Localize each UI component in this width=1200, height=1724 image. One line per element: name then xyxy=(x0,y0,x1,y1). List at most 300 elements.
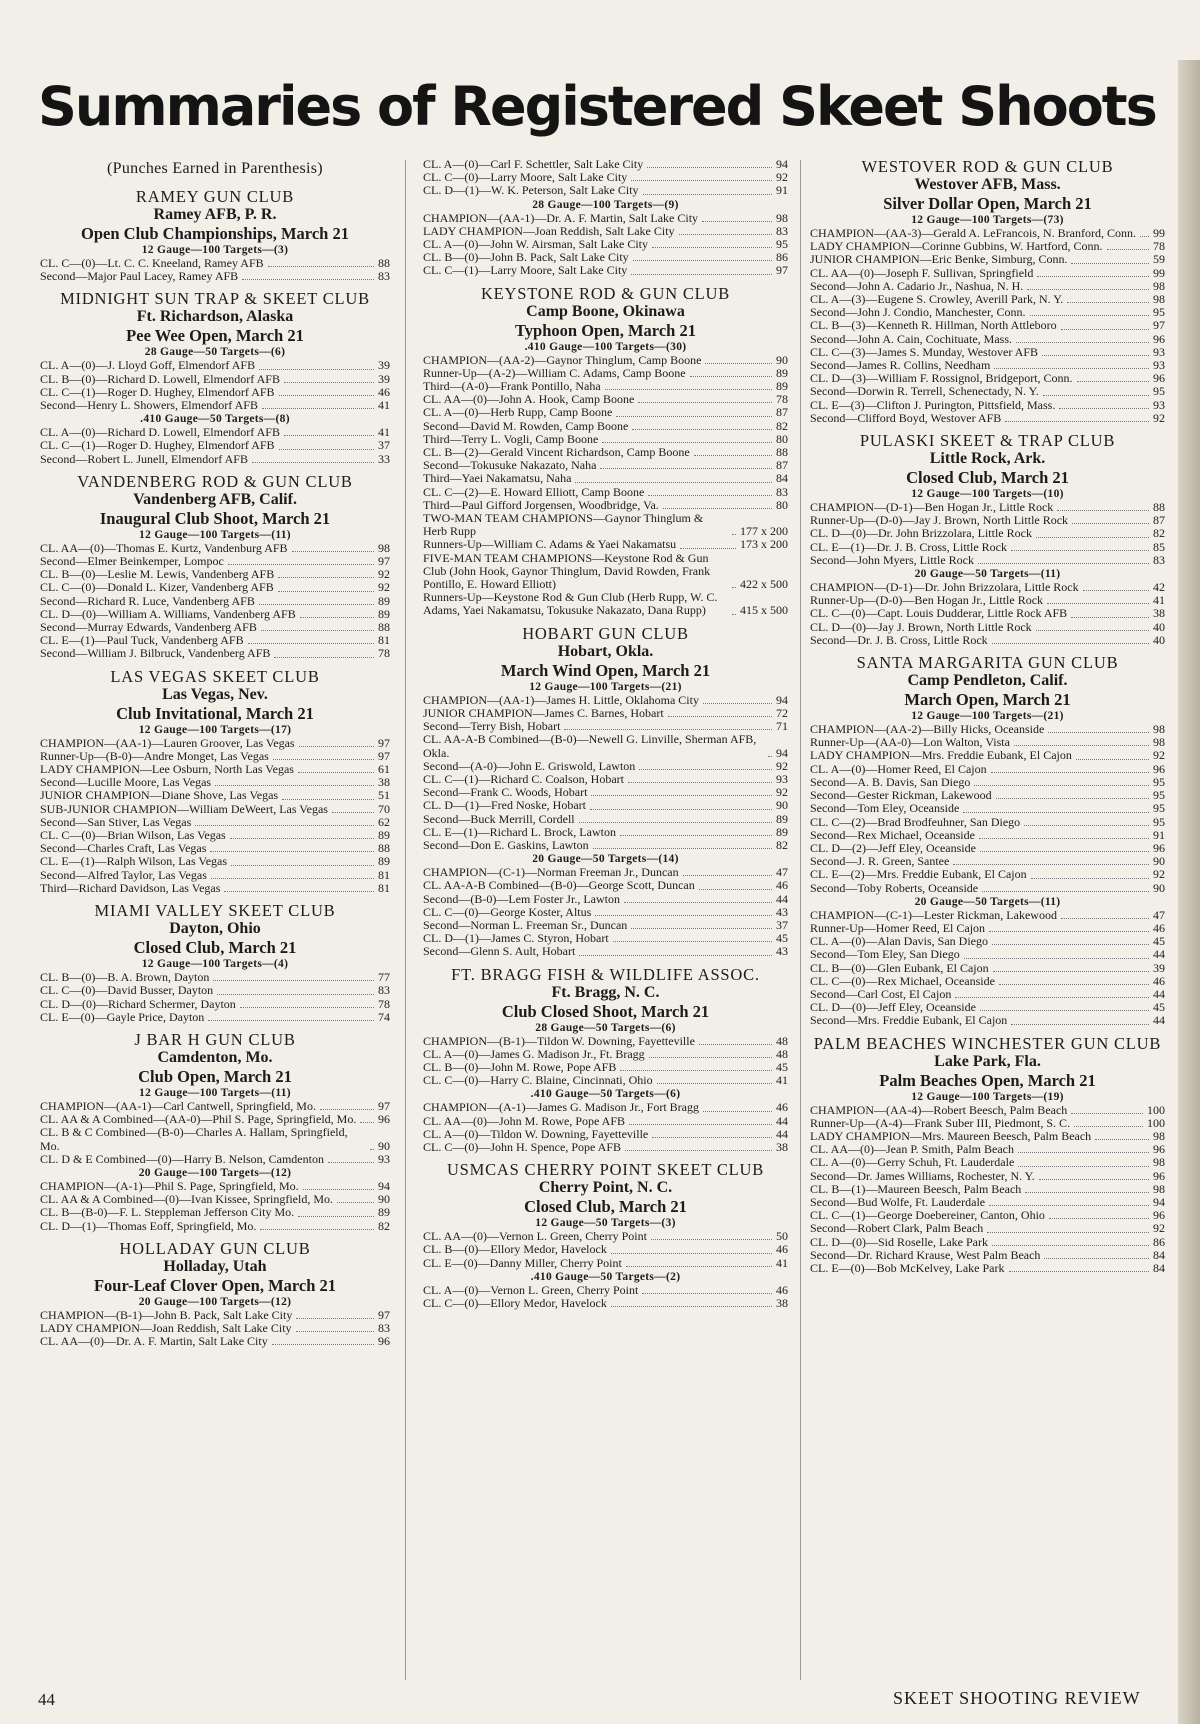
result-entry: CL. C—(0)—Ellory Medor, Havelock xyxy=(423,1295,607,1310)
result-row xyxy=(423,893,788,906)
result-score: 92 xyxy=(1153,1221,1165,1236)
result-row xyxy=(810,962,1165,975)
result-row xyxy=(810,1249,1165,1262)
result-score: 100 xyxy=(1147,1115,1165,1130)
result-score: 97 xyxy=(378,735,390,750)
gauge-heading: 28 Gauge—50 Targets—(6) xyxy=(144,346,286,359)
result-score: 87 xyxy=(776,405,788,420)
dot-leader xyxy=(328,1162,374,1163)
dot-leader xyxy=(1072,523,1149,524)
result-score: 89 xyxy=(378,593,390,608)
dot-leader xyxy=(268,266,374,267)
result-score: 51 xyxy=(378,788,390,803)
result-score: 92 xyxy=(776,785,788,800)
result-entry: Second—Charles Craft, Las Vegas xyxy=(40,841,207,856)
dot-leader xyxy=(240,1007,374,1008)
result-score: 83 xyxy=(378,269,390,284)
result-row xyxy=(40,439,390,452)
result-score: 96 xyxy=(1153,1208,1165,1223)
result-score: 98 xyxy=(1153,1128,1165,1143)
result-score: 87 xyxy=(1153,513,1165,528)
result-score: 84 xyxy=(1153,1260,1165,1275)
result-score: 88 xyxy=(776,445,788,460)
result-score: 80 xyxy=(776,431,788,446)
dot-leader xyxy=(259,604,374,605)
result-row xyxy=(810,385,1165,398)
dot-leader xyxy=(337,1202,374,1203)
dot-leader xyxy=(732,587,736,588)
result-entry: Second—Robert Clark, Palm Beach xyxy=(810,1221,984,1236)
gauge-heading: 12 Gauge—100 Targets—(73) xyxy=(911,214,1064,226)
event-title: Club Closed Shoot, March 21 xyxy=(501,1001,710,1021)
result-score: 98 xyxy=(1153,735,1165,750)
result-score: 61 xyxy=(378,762,390,777)
result-score: 44 xyxy=(1153,947,1165,962)
dot-leader xyxy=(208,1020,374,1021)
result-entry: CHAMPION—(D-1)—Dr. John Brizzolara, Little Rock xyxy=(810,580,1079,595)
dot-leader xyxy=(955,997,1149,998)
result-entry: CL. C—(0)—George Koster, Altus xyxy=(423,904,592,919)
result-entry: CHAMPION—(AA-2)—Gaynor Thinglum, Camp Boone xyxy=(423,352,702,367)
result-entry: CL. C—(0)—Lt. C. C. Kneeland, Ramey AFB xyxy=(40,256,264,270)
club-section xyxy=(40,473,390,661)
gauge-heading: 20 Gauge—50 Targets—(14) xyxy=(532,853,679,866)
result-score: 89 xyxy=(776,811,788,826)
result-score: 38 xyxy=(776,1295,788,1310)
result-row xyxy=(423,420,788,433)
result-row xyxy=(423,512,788,538)
dot-leader xyxy=(652,1137,772,1138)
result-entry: LADY CHAMPION—Mrs. Maureen Beesch, Palm Beach xyxy=(810,1128,1092,1143)
dot-leader xyxy=(699,1044,772,1045)
result-entry: CL. AA-A-B Combined—(B-0)—Newell G. Linville, Sherman AFB, Okla. xyxy=(423,732,757,760)
result-score: 98 xyxy=(1153,1155,1165,1170)
event-title: Closed Club, March 21 xyxy=(133,938,297,958)
result-score: 93 xyxy=(776,771,788,786)
dot-leader xyxy=(690,376,772,377)
result-score: 93 xyxy=(378,1151,390,1166)
result-entry: Runner-Up—(AA-0)—Lon Walton, Vista xyxy=(810,735,1010,750)
gauge-heading: 12 Gauge—100 Targets—(17) xyxy=(138,723,292,736)
club-section xyxy=(40,902,390,1024)
club-section xyxy=(810,654,1165,1027)
result-entry: Second—J. R. Green, Santee xyxy=(810,854,950,869)
dot-leader xyxy=(649,1057,772,1058)
result-entry: CL. C—(0)—Donald L. Kizer, Vandenberg AFB xyxy=(40,580,274,595)
result-score: 45 xyxy=(776,1059,788,1074)
dot-leader xyxy=(279,395,374,396)
result-score: 94 xyxy=(1153,1194,1165,1209)
result-row xyxy=(423,1297,788,1310)
result-row xyxy=(40,270,390,283)
dot-leader xyxy=(1044,1258,1149,1259)
result-score: 86 xyxy=(776,250,788,265)
result-score: 72 xyxy=(776,705,788,720)
club-location: Camdenton, Mo. xyxy=(157,1048,273,1066)
result-entry: CHAMPION—(A-1)—Phil S. Page, Springfield, Mo. xyxy=(40,1178,299,1193)
result-score: 86 xyxy=(1153,1234,1165,1249)
result-entry: Second—Richard R. Luce, Vandenberg AFB xyxy=(40,593,255,608)
result-entry: CL. A—(0)—John W. Airsman, Salt Lake City xyxy=(423,237,648,252)
event-title: Open Club Championships, March 21 xyxy=(81,224,349,243)
result-row xyxy=(423,538,788,551)
dot-leader xyxy=(705,363,772,364)
result-entry: CL. A—(0)—James G. Madison Jr., Ft. Bragg xyxy=(423,1046,645,1061)
result-entry: CL. AA—(0)—Vernon L. Green, Cherry Point xyxy=(423,1229,647,1244)
dot-leader xyxy=(1030,315,1149,316)
result-row xyxy=(40,789,390,802)
result-entry: Second—Lucille Moore, Las Vegas xyxy=(40,775,212,790)
dot-leader xyxy=(564,729,772,730)
result-row xyxy=(40,595,390,608)
club-section xyxy=(423,625,788,959)
gauge-heading: 12 Gauge—100 Targets—(21) xyxy=(529,680,682,693)
dot-leader xyxy=(1048,732,1149,733)
dot-leader xyxy=(273,759,374,760)
result-score: 44 xyxy=(1153,986,1165,1001)
result-score: 83 xyxy=(776,223,788,238)
result-score: 89 xyxy=(776,365,788,380)
result-entry: LADY CHAMPION—Mrs. Freddie Eubank, El Cajon xyxy=(810,748,1072,763)
dot-leader xyxy=(652,247,772,248)
club-name: USMCAS CHERRY POINT SKEET CLUB xyxy=(446,1160,765,1180)
event-title: Silver Dollar Open, March 21 xyxy=(883,194,1092,213)
result-score: 78 xyxy=(378,996,390,1011)
dot-leader xyxy=(231,865,374,866)
result-entry: Second—Mrs. Freddie Eubank, El Cajon xyxy=(810,1013,1008,1028)
result-entry: CL. AA—(0)—Joseph F. Sullivan, Springfield xyxy=(810,265,1034,280)
result-entry: CHAMPION—(AA-1)—Dr. A. F. Martin, Salt Lake City xyxy=(423,210,699,225)
result-row xyxy=(423,694,788,707)
result-entry: CHAMPION—(B-1)—John B. Pack, Salt Lake City xyxy=(40,1307,293,1322)
result-entry: CL. C—(0)—John H. Spence, Pope AFB xyxy=(423,1139,621,1154)
result-entry: CL. B—(0)—Glen Eubank, El Cajon xyxy=(810,960,989,975)
dot-leader xyxy=(1031,878,1149,879)
column-1 xyxy=(40,158,390,1355)
event-title: Club Open, March 21 xyxy=(138,1066,292,1086)
result-entry: CL. E—(3)—Clifton J. Purington, Pittsfield, Mass. xyxy=(810,397,1056,412)
column-2 xyxy=(423,158,788,1317)
result-entry: Second—Buck Merrill, Cordell xyxy=(423,811,575,826)
result-entry: Second—Toby Roberts, Oceanside xyxy=(810,880,979,895)
result-entry: CL. C—(1)—Richard C. Coalson, Hobart xyxy=(423,771,624,786)
club-section xyxy=(40,1240,390,1349)
result-score: 48 xyxy=(776,1046,788,1061)
dot-leader xyxy=(579,955,772,956)
dot-leader xyxy=(683,875,772,876)
dot-leader xyxy=(680,548,736,549)
result-row xyxy=(40,453,390,466)
dot-leader xyxy=(320,1109,374,1110)
dot-leader xyxy=(591,795,772,796)
result-score: 59 xyxy=(1153,252,1165,267)
result-entry: CHAMPION—(AA-1)—Carl Cantwell, Springfield, Mo. xyxy=(40,1098,316,1113)
result-entry: CL. B—(0)—Ellory Medor, Havelock xyxy=(423,1242,607,1257)
result-score: 78 xyxy=(1153,239,1165,254)
result-score: 96 xyxy=(1153,1142,1165,1157)
dot-leader xyxy=(620,835,772,836)
dot-leader xyxy=(282,799,374,800)
club-name: WESTOVER ROD & GUN CLUB xyxy=(861,157,1114,176)
result-row xyxy=(810,607,1165,620)
club-section xyxy=(423,1161,788,1310)
result-row xyxy=(423,406,788,419)
dot-leader xyxy=(248,643,374,644)
result-entry: Second—John A. Cadario Jr., Nashua, N. H. xyxy=(810,278,1024,293)
result-entry: CL. E—(1)—Richard L. Brock, Lawton xyxy=(423,824,616,839)
result-entry: CL. E—(2)—Mrs. Freddie Eubank, El Cajon xyxy=(810,867,1027,882)
dot-leader xyxy=(1076,759,1149,760)
dot-leader xyxy=(732,534,736,535)
dot-leader xyxy=(602,442,772,443)
dot-leader xyxy=(992,1245,1149,1246)
result-row xyxy=(810,763,1165,776)
result-row xyxy=(810,1222,1165,1235)
result-score: 100 xyxy=(1147,1102,1165,1117)
result-entry: Second—John J. Condio, Manchester, Conn. xyxy=(810,305,1026,320)
dot-leader xyxy=(611,1306,772,1307)
result-entry: CHAMPION—(AA-1)—James H. Little, Oklahoma City xyxy=(423,692,699,707)
dot-leader xyxy=(252,462,374,463)
gauge-heading: 20 Gauge—100 Targets—(12) xyxy=(138,1295,292,1308)
dot-leader xyxy=(964,958,1149,959)
club-location: Dayton, Ohio xyxy=(169,920,261,938)
result-entry: CL. AA & A Combined—(0)—Ivan Kissee, Springfield, Mo. xyxy=(40,1192,333,1207)
dot-leader xyxy=(284,382,374,383)
result-row xyxy=(423,1048,788,1061)
result-row xyxy=(40,399,390,412)
dot-leader xyxy=(642,1293,772,1294)
result-score: 46 xyxy=(776,1282,788,1297)
gauge-heading: 20 Gauge—100 Targets—(12) xyxy=(138,1166,292,1179)
dot-leader xyxy=(278,591,374,592)
dot-leader xyxy=(702,221,772,222)
dot-leader xyxy=(278,577,374,578)
result-entry: Second—A. B. Davis, San Diego xyxy=(810,774,971,789)
dot-leader xyxy=(768,756,772,757)
dot-leader xyxy=(668,716,772,717)
result-entry: CHAMPION—(A-1)—James G. Madison Jr., Fort Bragg xyxy=(423,1100,699,1115)
dot-leader xyxy=(1049,1218,1149,1219)
result-score: 44 xyxy=(776,1113,788,1128)
result-entry: CL. AA—(0)—John M. Rowe, Pope AFB xyxy=(423,1113,626,1128)
dot-leader xyxy=(296,1331,374,1332)
result-entry: CL. B—(3)—Kenneth R. Hillman, North Attleboro xyxy=(810,318,1057,333)
result-score: 96 xyxy=(1153,840,1165,855)
dot-leader xyxy=(694,455,772,456)
result-row xyxy=(423,1128,788,1141)
result-row xyxy=(423,591,788,617)
club-section xyxy=(423,158,788,278)
result-row xyxy=(810,634,1165,647)
result-entry: Second—Tom Eley, Oceanside xyxy=(810,801,960,816)
result-row xyxy=(40,737,390,750)
result-score: 47 xyxy=(776,865,788,880)
result-entry: SUB-JUNIOR CHAMPION—William DeWeert, Las Vegas xyxy=(40,801,328,816)
dot-leader xyxy=(989,1205,1149,1206)
result-entry: CL. AA—(0)—Jean P. Smith, Palm Beach xyxy=(810,1142,1014,1157)
result-score: 98 xyxy=(1153,722,1165,737)
result-entry: LADY CHAMPION—Joan Reddish, Salt Lake City xyxy=(423,223,675,238)
result-entry: CL. E—(1)—Dr. J. B. Cross, Little Rock xyxy=(810,539,1007,554)
result-entry: CL. C—(2)—E. Howard Elliott, Camp Boone xyxy=(423,484,645,499)
event-title: Inaugural Club Shoot, March 21 xyxy=(99,508,331,528)
result-row xyxy=(40,855,390,868)
dot-leader xyxy=(648,495,772,496)
dot-leader xyxy=(259,369,374,370)
result-row xyxy=(423,813,788,826)
result-entry: JUNIOR CHAMPION—James C. Barnes, Hobart xyxy=(423,705,664,720)
dot-leader xyxy=(989,931,1149,932)
dot-leader xyxy=(284,435,374,436)
dot-leader xyxy=(1024,825,1149,826)
event-title: Palm Beaches Open, March 21 xyxy=(879,1070,1096,1090)
result-score: 88 xyxy=(1153,500,1165,515)
result-entry: CHAMPION—(AA-2)—Billy Hicks, Oceanside xyxy=(810,722,1045,737)
gauge-heading: .410 Gauge—50 Targets—(6) xyxy=(530,1088,681,1101)
club-section xyxy=(40,290,390,465)
result-score: 46 xyxy=(776,1242,788,1257)
result-score: 94 xyxy=(378,1178,390,1193)
dot-leader xyxy=(979,838,1149,839)
result-entry: Second—Frank C. Woods, Hobart xyxy=(423,785,588,800)
result-entry: Second—Clifford Boyd, Westover AFB xyxy=(810,410,1002,425)
result-entry: Second—Murray Edwards, Vandenberg AFB xyxy=(40,620,257,635)
result-row xyxy=(423,354,788,367)
result-row xyxy=(40,882,390,895)
result-score: 96 xyxy=(1153,761,1165,776)
result-entry: Second—San Stiver, Las Vegas xyxy=(40,814,192,829)
dot-leader xyxy=(999,984,1149,985)
result-row xyxy=(423,733,788,759)
result-entry: Second—David M. Rowden, Camp Boone xyxy=(423,418,629,433)
club-section xyxy=(423,285,788,618)
result-entry: CL. B—(1)—Maureen Beesch, Palm Beach xyxy=(810,1181,1022,1196)
result-row xyxy=(423,1101,788,1114)
dot-leader xyxy=(600,468,772,469)
result-row xyxy=(810,749,1165,762)
result-score: 92 xyxy=(776,758,788,773)
result-score: 93 xyxy=(1153,397,1165,412)
result-row xyxy=(40,581,390,594)
dot-leader xyxy=(647,167,772,168)
dot-leader xyxy=(629,1124,772,1125)
result-score: 41 xyxy=(1153,593,1165,608)
result-row xyxy=(423,264,788,277)
result-score: 92 xyxy=(1153,410,1165,425)
result-score: 88 xyxy=(378,256,390,270)
result-row xyxy=(40,998,390,1011)
result-entry: CL. C—(1)—George Doebereiner, Canton, Ohio xyxy=(810,1208,1045,1223)
result-row xyxy=(810,412,1165,425)
result-entry: CL. AA—(0)—Thomas E. Kurtz, Vandenburg AFB xyxy=(40,540,288,555)
dot-leader xyxy=(298,772,374,773)
result-entry: CL. D—(0)—Sid Roselle, Lake Park xyxy=(810,1234,988,1249)
dot-leader xyxy=(620,1070,772,1071)
result-entry: Second—Dr. James Williams, Rochester, N. Y. xyxy=(810,1168,1035,1183)
result-score: 96 xyxy=(1153,371,1165,386)
result-row xyxy=(810,541,1165,554)
result-score: 84 xyxy=(1153,1247,1165,1262)
result-entry: CL. C—(0)—Harry C. Blaine, Cincinnati, Ohio xyxy=(423,1073,653,1088)
result-entry: CL. D—(1)—W. K. Peterson, Salt Lake City xyxy=(423,183,639,198)
result-score: 37 xyxy=(776,917,788,932)
result-score: 95 xyxy=(1153,384,1165,399)
result-entry: CHAMPION—(AA-4)—Robert Beesch, Palm Beach xyxy=(810,1102,1068,1117)
result-score: 46 xyxy=(776,1100,788,1115)
result-row xyxy=(423,1035,788,1048)
result-row xyxy=(810,1014,1165,1027)
result-entry: Runner-Up—(D-0)—Jay J. Brown, North Little Rock xyxy=(810,513,1069,528)
result-score: 44 xyxy=(776,891,788,906)
result-score: 45 xyxy=(1153,934,1165,949)
club-name: PULASKI SKEET & TRAP CLUB xyxy=(859,431,1116,451)
result-row xyxy=(423,1243,788,1256)
result-row xyxy=(40,1309,390,1322)
club-location: Ft. Richardson, Alaska xyxy=(136,308,294,326)
dot-leader xyxy=(992,643,1149,644)
dot-leader xyxy=(632,429,772,430)
result-entry: Second—Robert L. Junell, Elmendorf AFB xyxy=(40,451,248,466)
result-score: 96 xyxy=(378,1334,390,1349)
result-entry: CL. B & C Combined—(B-0)—Charles A. Hallam, Springfield, Mo. xyxy=(40,1125,348,1153)
result-score: 97 xyxy=(378,1307,390,1322)
result-score: 33 xyxy=(378,451,390,466)
dot-leader xyxy=(1009,1271,1149,1272)
gauge-heading: 12 Gauge—100 Targets—(3) xyxy=(141,244,289,256)
result-score: 90 xyxy=(1153,854,1165,869)
club-name: HOLLADAY GUN CLUB xyxy=(119,1238,311,1258)
result-entry: Second—Tokusuke Nakazato, Naha xyxy=(423,458,597,473)
result-entry: LADY CHAMPION—Joan Reddish, Salt Lake City xyxy=(40,1320,292,1335)
result-score: 46 xyxy=(1153,920,1165,935)
result-score: 81 xyxy=(378,867,390,882)
result-score: 90 xyxy=(1153,880,1165,895)
club-section xyxy=(810,432,1165,647)
result-score: 97 xyxy=(1153,318,1165,333)
result-score: 45 xyxy=(776,931,788,946)
dot-leader xyxy=(953,864,1149,865)
dot-leader xyxy=(626,1266,772,1267)
result-entry: CL. A—(0)—Homer Reed, El Cajon xyxy=(810,761,987,776)
event-title: March Open, March 21 xyxy=(904,690,1071,710)
result-row xyxy=(40,1206,390,1219)
dot-leader xyxy=(703,1111,772,1112)
dot-leader xyxy=(963,812,1149,813)
club-section xyxy=(40,668,390,895)
result-entry: CL. B—(0)—John B. Pack, Salt Lake City xyxy=(423,250,629,265)
result-score: 71 xyxy=(776,719,788,734)
club-name: HOBART GUN CLUB xyxy=(522,623,689,643)
result-entry: LADY CHAMPION—Lee Osburn, North Las Vegas xyxy=(40,762,294,777)
result-row xyxy=(423,1074,788,1087)
result-score: 41 xyxy=(776,1255,788,1270)
dot-leader xyxy=(370,1149,374,1150)
result-score: 422 x 500 xyxy=(740,577,788,592)
result-entry: CHAMPION—(C-1)—Lester Rickman, Lakewood xyxy=(810,907,1057,922)
result-score: 83 xyxy=(378,983,390,998)
result-entry: CL. A—(0)—Alan Davis, San Diego xyxy=(810,934,988,949)
result-score: 93 xyxy=(1153,344,1165,359)
result-entry: CL. D—(1)—Thomas Eoff, Springfield, Mo. xyxy=(40,1218,257,1233)
club-section xyxy=(810,1035,1165,1276)
result-score: 95 xyxy=(1153,774,1165,789)
result-entry: CL. D—(1)—Fred Noske, Hobart xyxy=(423,798,586,813)
dot-leader xyxy=(1018,1166,1149,1167)
dot-leader xyxy=(1018,1152,1149,1153)
result-score: 46 xyxy=(1153,973,1165,988)
dot-leader xyxy=(616,416,772,417)
